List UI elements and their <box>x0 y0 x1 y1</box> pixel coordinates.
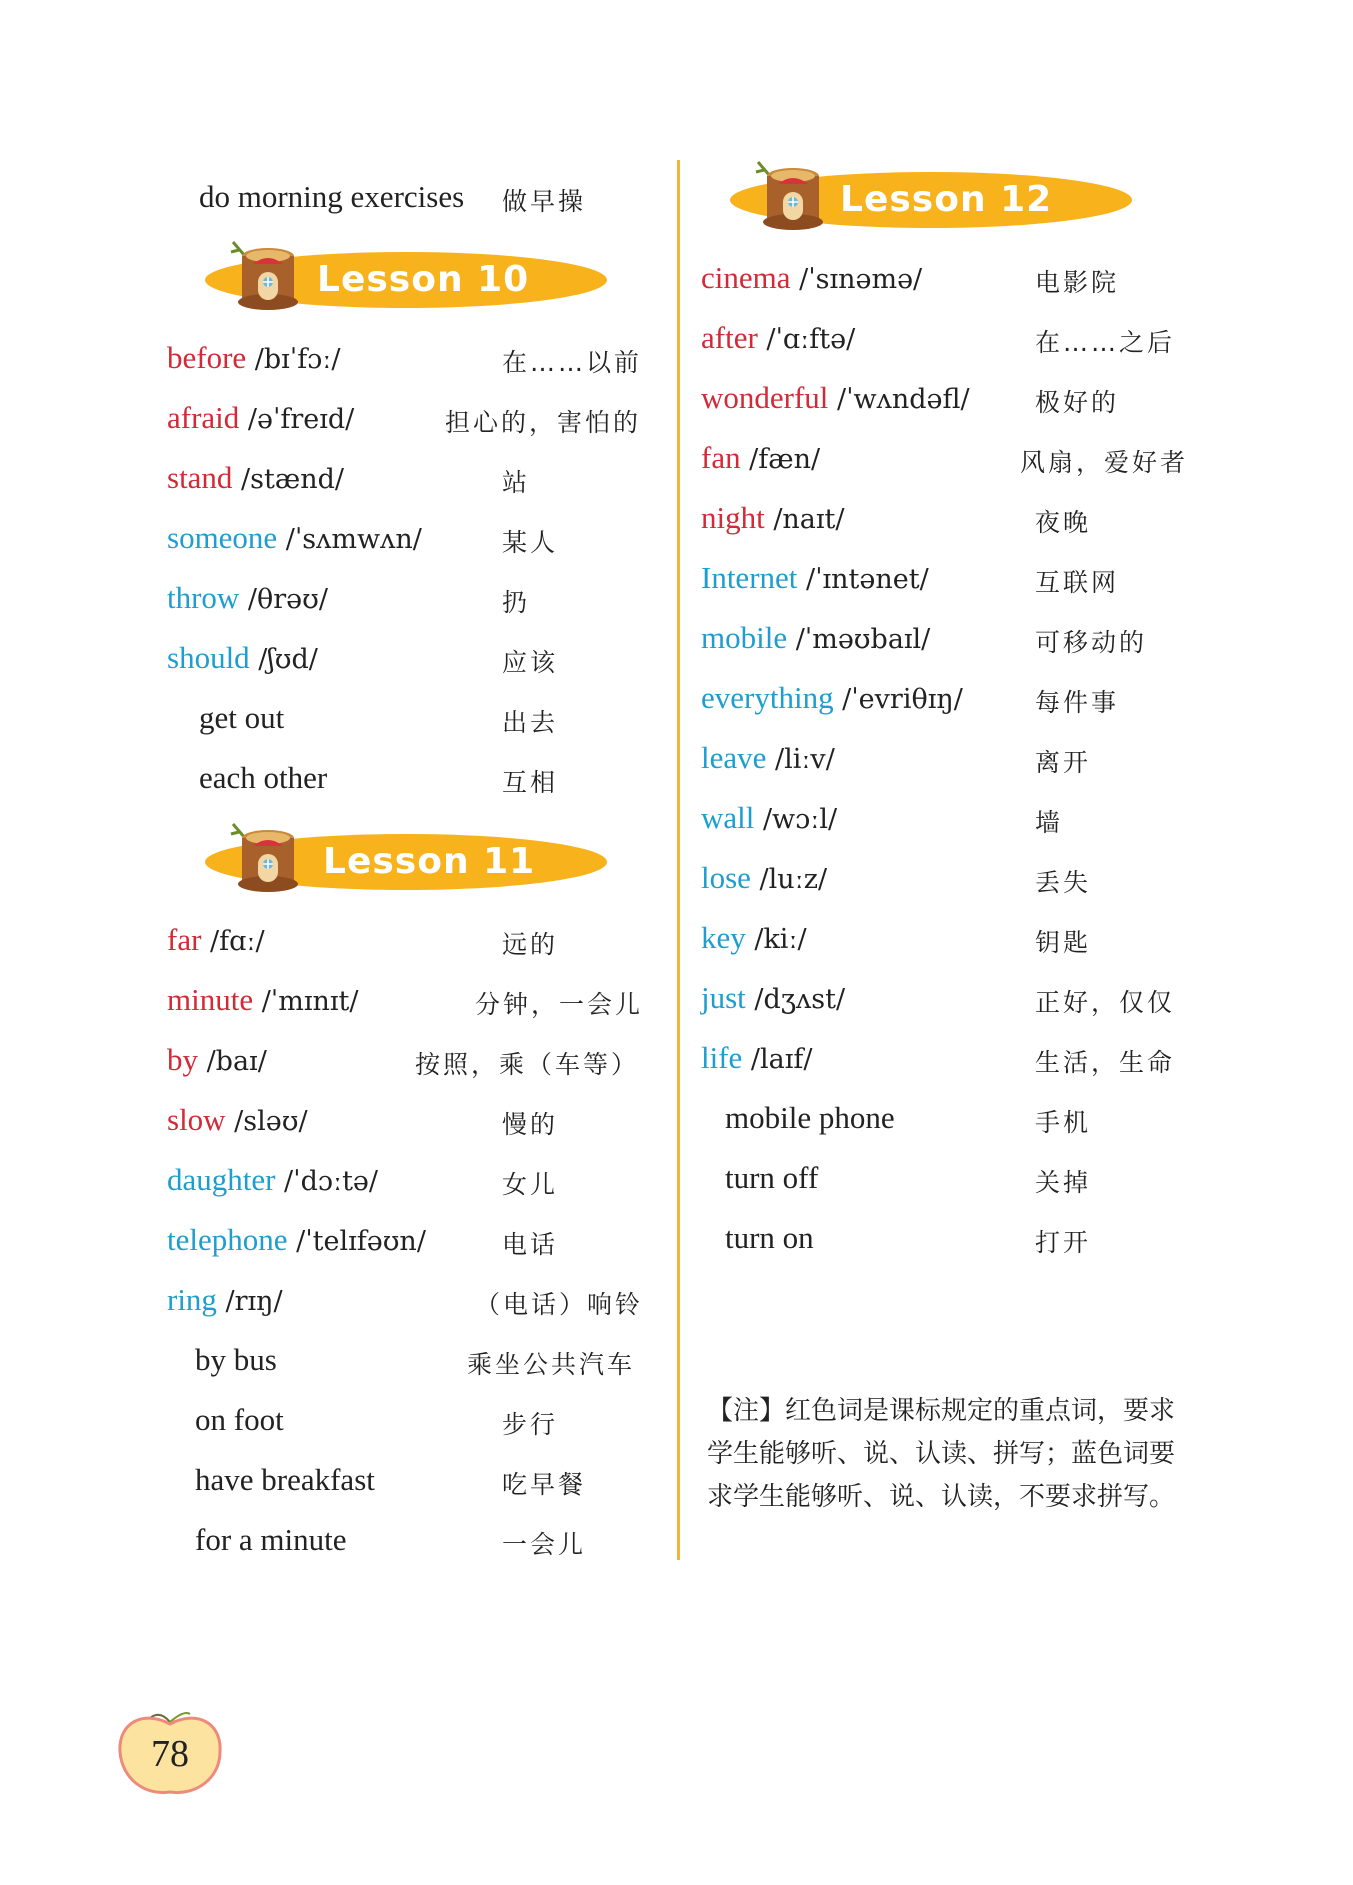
vocab-meaning: 极好的 <box>1035 388 1120 417</box>
phrase-zh: 做早操 <box>502 187 587 216</box>
vocab-meaning: 在……以前 <box>502 348 643 377</box>
vocab-word: fan <box>701 440 741 475</box>
phrase-en: turn off <box>725 1160 819 1195</box>
lesson-12-banner <box>730 168 1132 232</box>
vocab-word: just <box>701 980 746 1015</box>
phrase-en: have breakfast <box>195 1462 375 1497</box>
vocab-row <box>167 1035 267 1085</box>
phrase-zh: 吃早餐 <box>502 1470 587 1499</box>
vocab-word: slow <box>167 1102 226 1137</box>
vocab-meaning: 某人 <box>502 528 559 557</box>
vocab-word: daughter <box>167 1162 276 1197</box>
vocab-meaning: 可移动的 <box>1035 628 1148 657</box>
vocab-meaning: 风扇，爱好者 <box>1020 448 1189 477</box>
vocab-word: leave <box>701 740 767 775</box>
vocab-phonetic: /ˈwʌndəfl/ <box>828 384 970 415</box>
vocab-meaning: 女儿 <box>502 1170 559 1199</box>
vocab-word: after <box>701 320 758 355</box>
vocab-row <box>167 1275 283 1325</box>
vocab-phonetic: /ˈevriθɪŋ/ <box>833 684 963 715</box>
page-number-badge <box>114 1708 226 1798</box>
vocab-row <box>167 1095 308 1145</box>
vocab-row <box>701 313 855 363</box>
vocab-word: Internet <box>701 560 798 595</box>
phrase-en: mobile phone <box>725 1100 895 1135</box>
vocab-phonetic: /baɪ/ <box>198 1046 267 1077</box>
top-phrase-row <box>199 172 464 222</box>
vocab-phonetic: /ʃʊd/ <box>249 644 318 675</box>
phrase-zh: 手机 <box>1035 1108 1092 1137</box>
phrase-row <box>195 1515 347 1565</box>
vocab-meaning: 应该 <box>502 648 559 677</box>
vocab-word: lose <box>701 860 751 895</box>
vocab-phonetic: /luːz/ <box>750 864 828 895</box>
vocab-row <box>701 433 820 483</box>
note-text: 【注】红色词是课标规定的重点词，要求学生能够听、说、认读、拼写；蓝色词要求学生能够听、说、认读，不要求拼写。 <box>707 1396 1176 1512</box>
phrase-zh: 打开 <box>1035 1228 1092 1257</box>
vocab-meaning: 墙 <box>1035 808 1064 837</box>
phrase-zh: 一会儿 <box>502 1530 587 1559</box>
vocab-word: cinema <box>701 260 791 295</box>
vocab-word: night <box>701 500 765 535</box>
phrase-en: get out <box>199 700 285 735</box>
vocab-row <box>167 1215 426 1265</box>
vocab-word: telephone <box>167 1222 288 1257</box>
vocab-phonetic: /wɔːl/ <box>754 804 838 835</box>
vocab-meaning: 按照，乘（车等） <box>415 1050 640 1079</box>
vocab-row <box>167 633 318 683</box>
vocab-meaning: 丢失 <box>1035 868 1092 897</box>
vocab-meaning: 电影院 <box>1035 268 1120 297</box>
vocab-row <box>167 453 344 503</box>
lesson-12-title: Lesson 12 <box>840 179 1053 220</box>
lesson-10-title: Lesson 10 <box>317 259 530 300</box>
vocab-meaning: 在……之后 <box>1035 328 1176 357</box>
vocab-word: throw <box>167 580 240 615</box>
vocab-word: mobile <box>701 620 788 655</box>
phrase-zh: 乘坐公共汽车 <box>467 1350 636 1379</box>
vocab-phonetic: /fɑː/ <box>201 926 265 957</box>
vocab-word: stand <box>167 460 233 495</box>
phrase-en: on foot <box>195 1402 284 1437</box>
phrase-row <box>195 1335 277 1385</box>
vocab-word: key <box>701 920 746 955</box>
vocab-phonetic: /θrəʊ/ <box>239 584 328 615</box>
vocab-phonetic: /dʒʌst/ <box>745 984 846 1015</box>
phrase-row <box>195 1395 284 1445</box>
tree-stump-house-icon <box>227 236 309 318</box>
vocab-phonetic: /ˈmɪnɪt/ <box>253 986 359 1017</box>
lesson-11-title: Lesson 11 <box>323 841 536 882</box>
vocab-word: wall <box>701 800 755 835</box>
phrase-row <box>199 753 327 803</box>
vocab-phonetic: /ˈsʌmwʌn/ <box>277 524 422 555</box>
vocab-meaning: 担心的，害怕的 <box>445 408 642 437</box>
vocab-word: minute <box>167 982 254 1017</box>
vocab-row <box>701 613 930 663</box>
vocab-row <box>701 373 970 423</box>
vocab-meaning: 钥匙 <box>1035 928 1092 957</box>
vocab-word: far <box>167 922 202 957</box>
vocab-phonetic: /sləʊ/ <box>225 1106 308 1137</box>
vocab-meaning: 电话 <box>502 1230 559 1259</box>
vocab-row <box>701 493 844 543</box>
phrase-zh: 互相 <box>502 768 559 797</box>
phrase-row <box>199 693 284 743</box>
phrase-zh: 关掉 <box>1035 1168 1092 1197</box>
vocab-row <box>167 915 265 965</box>
vocab-word: by <box>167 1042 198 1077</box>
vocab-phonetic: /ˈtelɪfəʊn/ <box>287 1226 426 1257</box>
vocab-word: everything <box>701 680 834 715</box>
phrase-en: for a minute <box>195 1522 347 1557</box>
vocab-phonetic: /ˈɪntənet/ <box>797 564 929 595</box>
vocab-row <box>701 1033 812 1083</box>
vocab-row <box>701 253 922 303</box>
vocab-row <box>701 733 835 783</box>
vocab-phonetic: /naɪt/ <box>764 504 845 535</box>
vocab-meaning: 站 <box>502 468 531 497</box>
vocab-meaning: 互联网 <box>1035 568 1120 597</box>
vocab-row <box>167 975 358 1025</box>
vocab-word: should <box>167 640 250 675</box>
vocab-word: life <box>701 1040 743 1075</box>
vocab-meaning: 慢的 <box>502 1110 559 1139</box>
page-number: 78 <box>151 1733 189 1775</box>
vocab-phonetic: /rɪŋ/ <box>216 1286 283 1317</box>
vocab-phonetic: /laɪf/ <box>742 1044 813 1075</box>
phrase-row <box>725 1153 818 1203</box>
vocab-phonetic: /liːv/ <box>766 744 835 775</box>
vocab-row <box>701 553 929 603</box>
phrase-zh: 出去 <box>502 708 559 737</box>
lesson-11-banner <box>205 830 607 894</box>
phrase-en: by bus <box>195 1342 277 1377</box>
vocab-meaning: 每件事 <box>1035 688 1120 717</box>
vocab-phonetic: /əˈfreɪd/ <box>239 404 355 435</box>
vocab-meaning: 远的 <box>502 930 559 959</box>
phrase-row <box>725 1213 814 1263</box>
vocab-meaning: 生活，生命 <box>1035 1048 1176 1077</box>
phrase-row <box>725 1093 895 1143</box>
vocab-row <box>167 333 341 383</box>
vocab-meaning: 分钟，一会儿 <box>475 990 644 1019</box>
vocab-phonetic: /ˈdɔːtə/ <box>275 1166 378 1197</box>
phrase-row <box>195 1455 375 1505</box>
vocab-word: ring <box>167 1282 217 1317</box>
vocab-word: someone <box>167 520 278 555</box>
vocab-meaning: 离开 <box>1035 748 1092 777</box>
vocab-word: before <box>167 340 247 375</box>
vocab-phonetic: /bɪˈfɔː/ <box>246 344 341 375</box>
phrase-en: turn on <box>725 1220 814 1255</box>
vocab-row <box>701 673 963 723</box>
vocab-phonetic: /ˈsɪnəmə/ <box>790 264 923 295</box>
vocab-meaning: 夜晚 <box>1035 508 1092 537</box>
vocab-phonetic: /kiː/ <box>745 924 807 955</box>
vocab-phonetic: /ˈməʊbaɪl/ <box>787 624 931 655</box>
vocab-row <box>701 973 845 1023</box>
vocab-row <box>701 913 807 963</box>
vocab-word: afraid <box>167 400 240 435</box>
phrase-en: each other <box>199 760 328 795</box>
vocab-phonetic: /fæn/ <box>740 444 821 475</box>
tree-stump-house-icon <box>227 818 309 900</box>
vocab-row <box>167 573 328 623</box>
vocab-row <box>167 1155 378 1205</box>
phrase-zh: 步行 <box>502 1410 559 1439</box>
column-divider <box>677 160 680 1560</box>
vocab-meaning: （电话）响铃 <box>475 1290 644 1319</box>
vocab-row <box>701 793 837 843</box>
vocab-meaning: 扔 <box>502 588 531 617</box>
vocab-row <box>167 393 354 443</box>
tree-stump-house-icon <box>752 156 834 238</box>
vocab-phonetic: /stænd/ <box>232 464 344 495</box>
vocab-row <box>167 513 422 563</box>
vocab-phonetic: /ˈɑːftə/ <box>757 324 856 355</box>
vocab-meaning: 正好，仅仅 <box>1035 988 1176 1017</box>
vocab-word: wonderful <box>701 380 829 415</box>
vocab-row <box>701 853 827 903</box>
lesson-10-banner <box>205 248 607 312</box>
phrase-en: do morning exercises <box>199 179 465 214</box>
